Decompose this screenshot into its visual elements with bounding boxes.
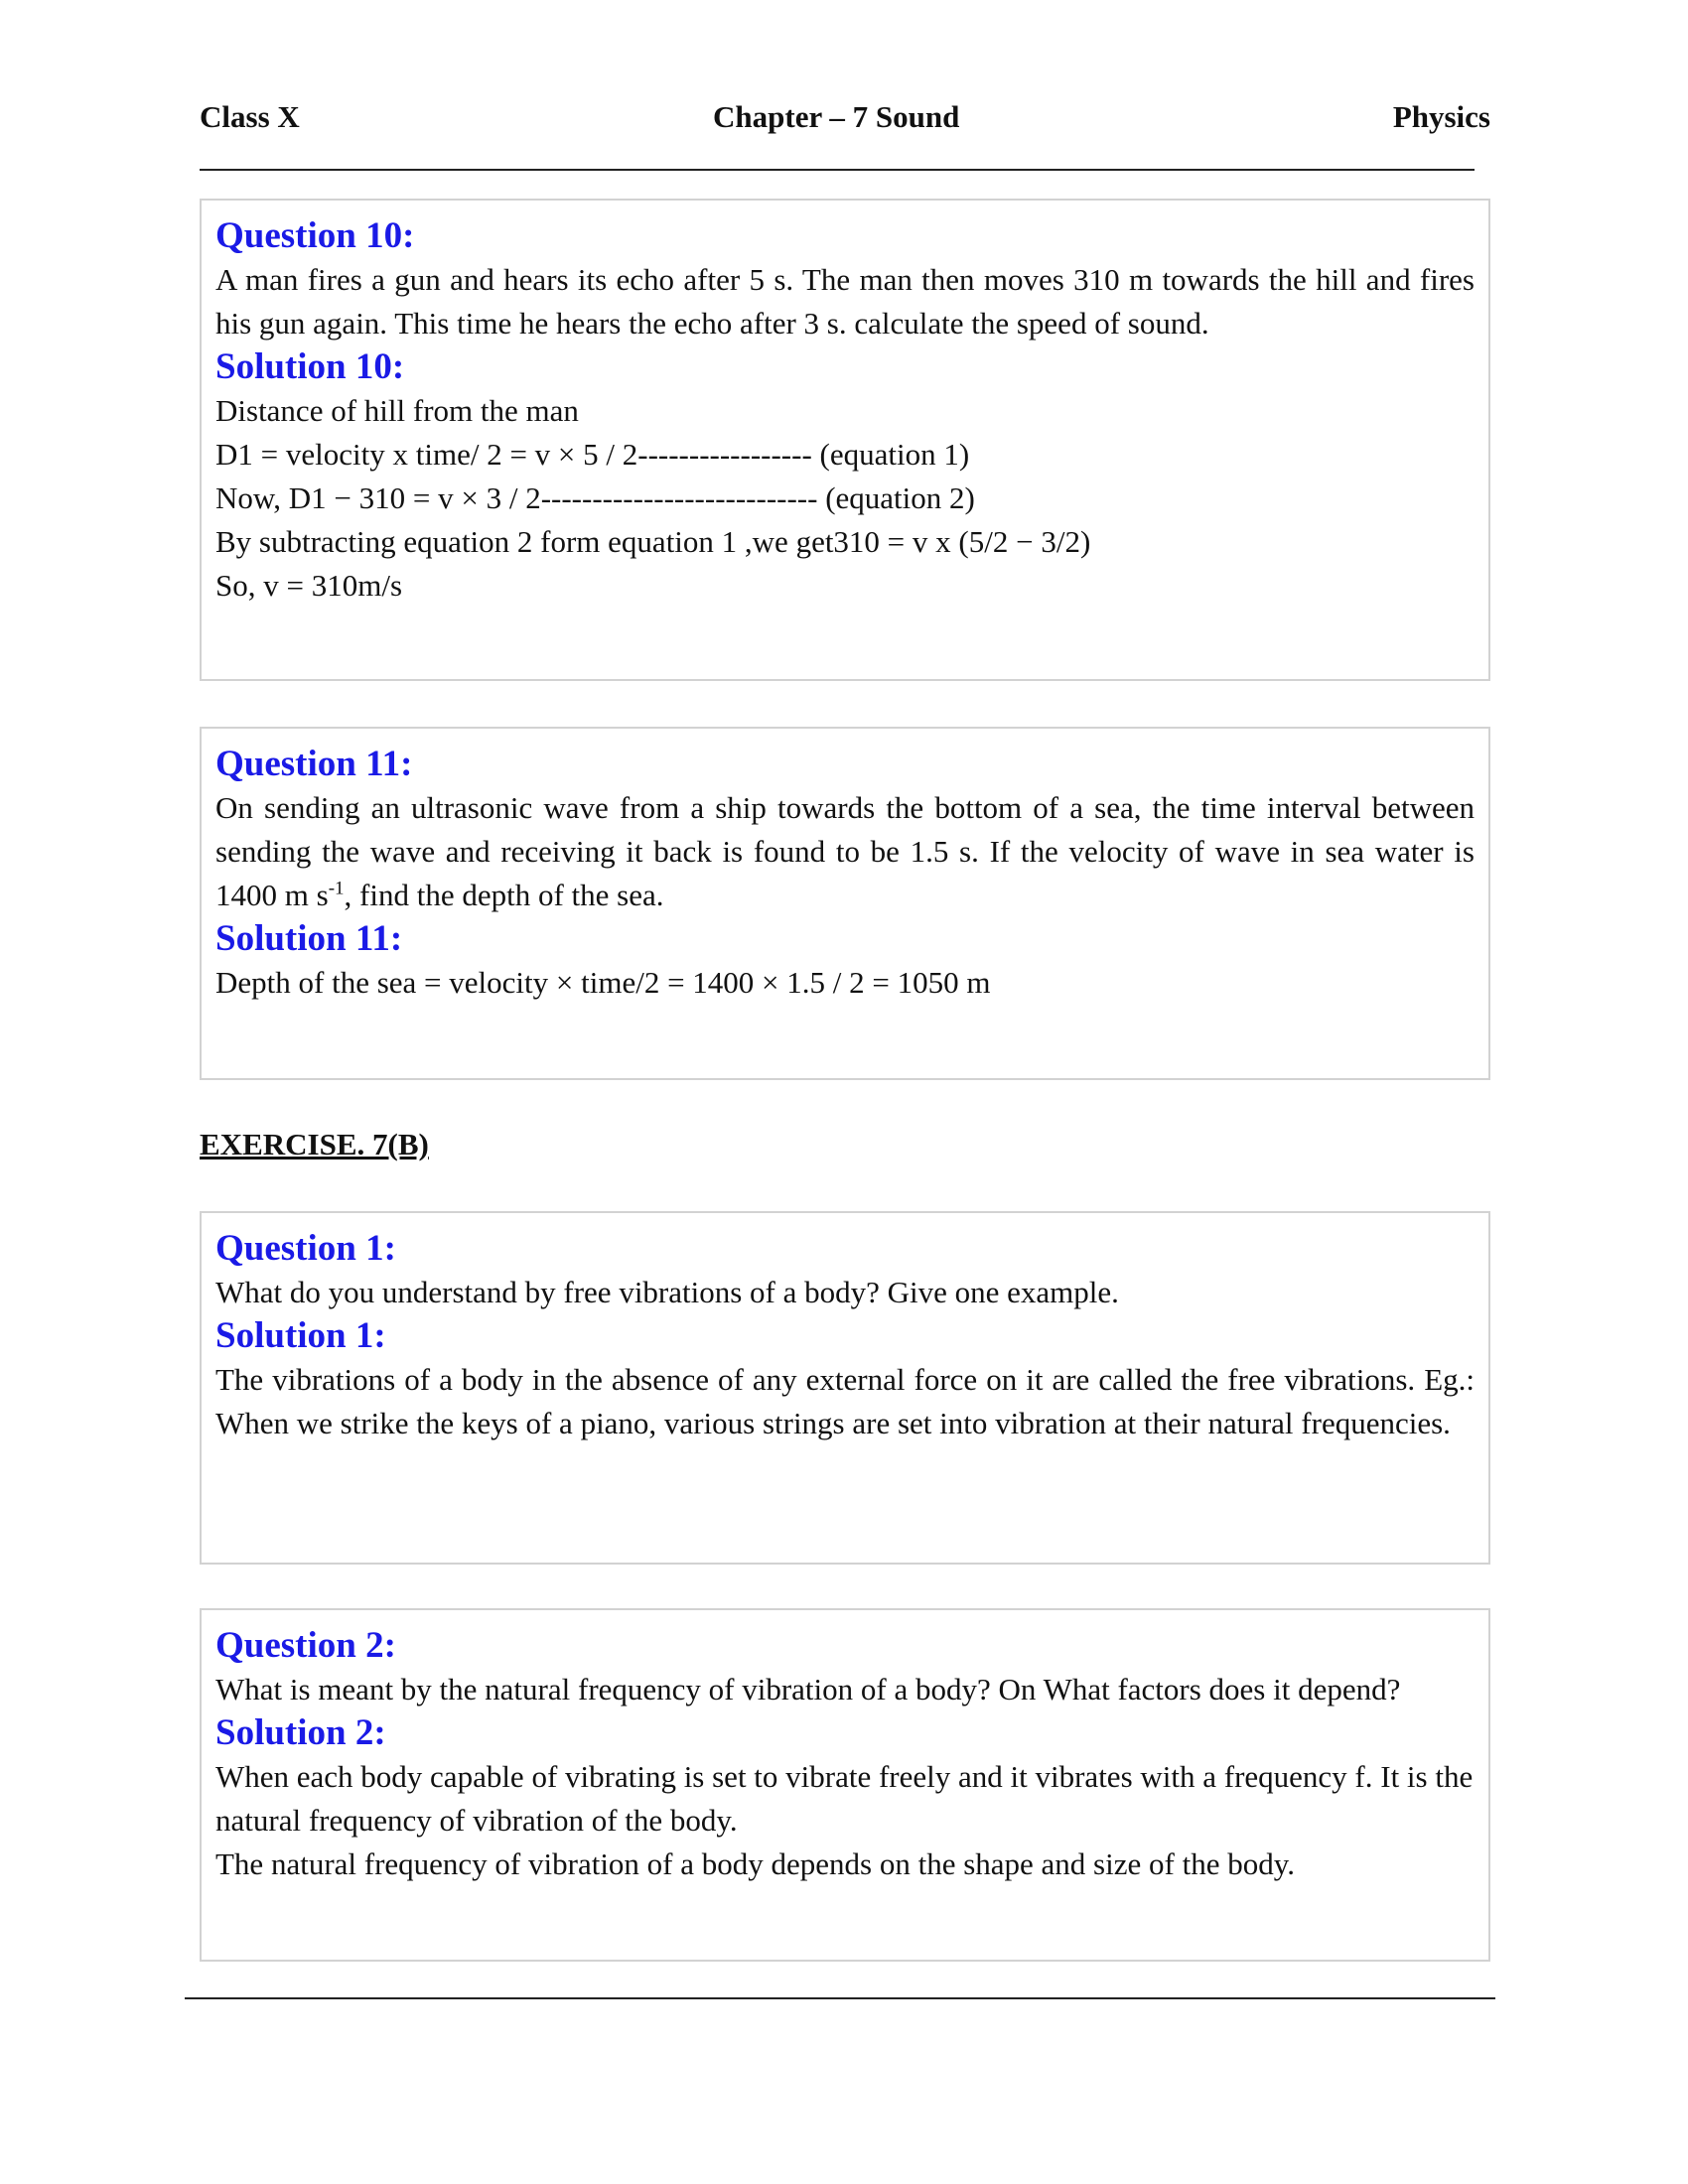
question-1-text: What do you understand by free vibrations of a body? Give one example. bbox=[215, 1275, 1119, 1309]
question-1-title: Question 1: bbox=[215, 1228, 396, 1269]
solution-1-text: The vibrations of a body in the absence of any external force on it are called the free vibrations. Eg.: When we strike the keys of a piano, various strings are set into vibration at their natural frequencies. bbox=[215, 1362, 1475, 1440]
question-10-box bbox=[200, 199, 1490, 681]
solution-2-text: The natural frequency of vibration of a body depends on the shape and size of the body. bbox=[215, 1846, 1295, 1881]
solution-11-text: Depth of the sea = velocity × time/2 = 1400 × 1.5 / 2 = 1050 m bbox=[215, 965, 991, 1000]
solution-10-line: Distance of hill from the man bbox=[215, 393, 579, 428]
question-11-exponent: -1 bbox=[328, 878, 345, 899]
solution-10-line: By subtracting equation 2 form equation 1 ,we get310 = v x (5/2 − 3/2) bbox=[215, 524, 1091, 559]
question-11-text-end: , find the depth of the sea. bbox=[344, 878, 664, 912]
exercise-heading: EXERCISE. 7(B) bbox=[200, 1127, 429, 1161]
question-2-box bbox=[200, 1608, 1490, 1962]
solution-10-title: Solution 10: bbox=[215, 346, 405, 387]
header-subject: Physics bbox=[1392, 99, 1490, 134]
question-10-title: Question 10: bbox=[215, 215, 415, 256]
solution-2-text: When each body capable of vibrating is set to vibrate freely and it vibrates with a frequency f. It is the natural frequency of vibration of the body. bbox=[215, 1759, 1474, 1838]
question-2-title: Question 2: bbox=[215, 1625, 396, 1666]
header-class: Class X bbox=[200, 99, 300, 134]
question-11-title: Question 11: bbox=[215, 744, 413, 784]
solution-2-title: Solution 2: bbox=[215, 1712, 386, 1753]
page-header bbox=[200, 99, 1490, 139]
question-1-box bbox=[200, 1211, 1490, 1565]
footer-divider bbox=[185, 1997, 1495, 1999]
solution-1-title: Solution 1: bbox=[215, 1315, 386, 1356]
solution-10-line: D1 = velocity x time/ 2 = v × 5 / 2----------------- (equation 1) bbox=[215, 437, 970, 472]
question-10-text: A man fires a gun and hears its echo after 5 s. The man then moves 310 m towards the hill and fires his gun again. This time he hears the echo after 3 s. calculate the speed of sound. bbox=[215, 262, 1475, 341]
solution-10-line: So, v = 310m/s bbox=[215, 568, 403, 603]
header-chapter: Chapter – 7 Sound bbox=[713, 99, 960, 134]
solution-10-line: Now, D1 − 310 = v × 3 / 2--------------------------- (equation 2) bbox=[215, 480, 975, 515]
question-11-box bbox=[200, 727, 1490, 1080]
question-2-text: What is meant by the natural frequency of vibration of a body? On What factors does it depend? bbox=[215, 1672, 1401, 1706]
header-divider bbox=[200, 169, 1475, 171]
solution-11-title: Solution 11: bbox=[215, 918, 403, 959]
question-11-text-main: On sending an ultrasonic wave from a ship towards the bottom of a sea, the time interval between sending the wave and receiving it back is found to be 1.5 s. If the velocity of wave in sea water is 1400 m s bbox=[215, 790, 1475, 912]
question-11-text bbox=[215, 786, 1475, 917]
